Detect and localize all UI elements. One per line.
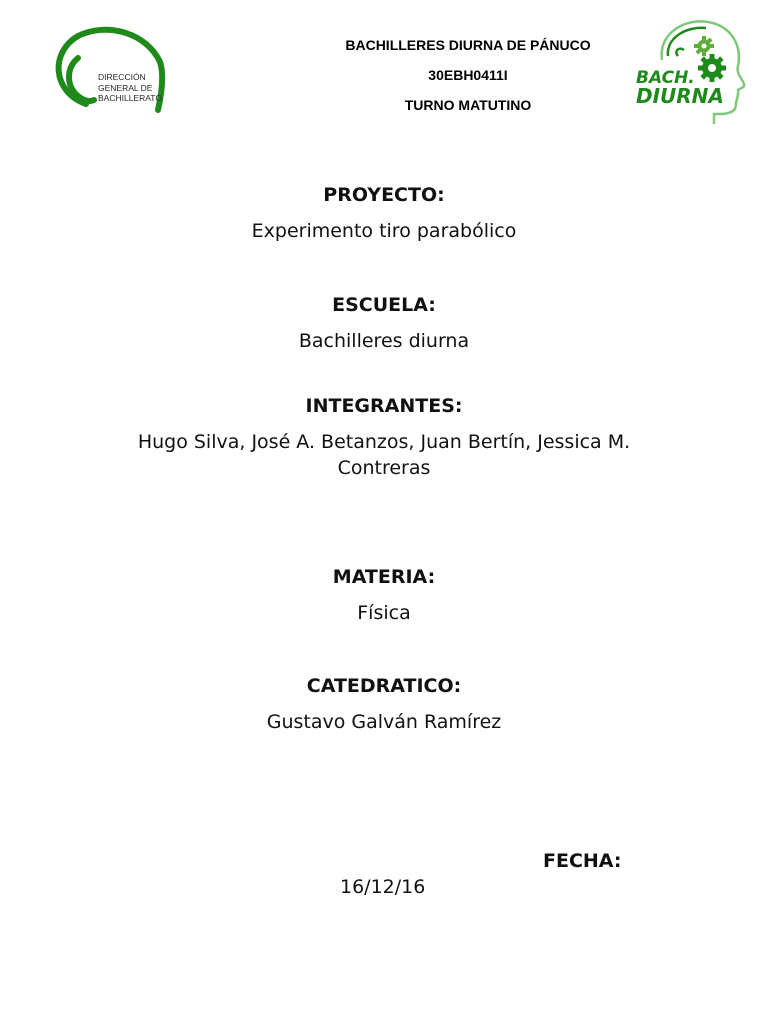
escuela-section: [0, 292, 768, 354]
bach-diurna-wordmark: [636, 68, 724, 108]
school-code: 30EBH0411I: [428, 67, 508, 83]
proyecto-value: Experimento tiro parabólico: [251, 220, 517, 242]
escuela-label: ESCUELA:: [332, 294, 436, 316]
materia-label: MATERIA:: [332, 566, 436, 588]
fecha-label: FECHA:: [543, 850, 622, 872]
catedratico-section: [0, 673, 768, 735]
dgb-logo-line2: GENERAL DE: [98, 82, 153, 93]
catedratico-value: Gustavo Galván Ramírez: [266, 711, 502, 733]
fecha-value: 16/12/16: [340, 876, 426, 898]
materia-section: [0, 564, 768, 626]
integrantes-value: Hugo Silva, José A. Betanzos, Juan Bertín, Jessica M. Contreras: [137, 431, 631, 479]
integrantes-label: INTEGRANTES:: [305, 395, 463, 417]
dgb-logo-text: [98, 72, 178, 104]
proyecto-label: PROYECTO:: [323, 184, 445, 206]
materia-value: Física: [357, 602, 411, 624]
proyecto-section: [0, 182, 768, 244]
school-header: [258, 30, 678, 120]
dgb-logo-line1: DIRECCIÓN: [98, 72, 146, 82]
integrantes-section: [0, 393, 768, 481]
bach-diurna-logo: [628, 16, 748, 124]
catedratico-label: CATEDRATICO:: [306, 675, 462, 697]
dgb-logo: [48, 22, 172, 122]
escuela-value: Bachilleres diurna: [298, 330, 470, 352]
school-shift: TURNO MATUTINO: [404, 97, 532, 113]
school-name: BACHILLERES DIURNA DE PÁNUCO: [345, 37, 591, 53]
dgb-logo-line3: BACHILLERATO: [98, 93, 162, 103]
brand-line2: DIURNA: [636, 84, 724, 108]
brand-line1: BACH.: [636, 68, 695, 88]
